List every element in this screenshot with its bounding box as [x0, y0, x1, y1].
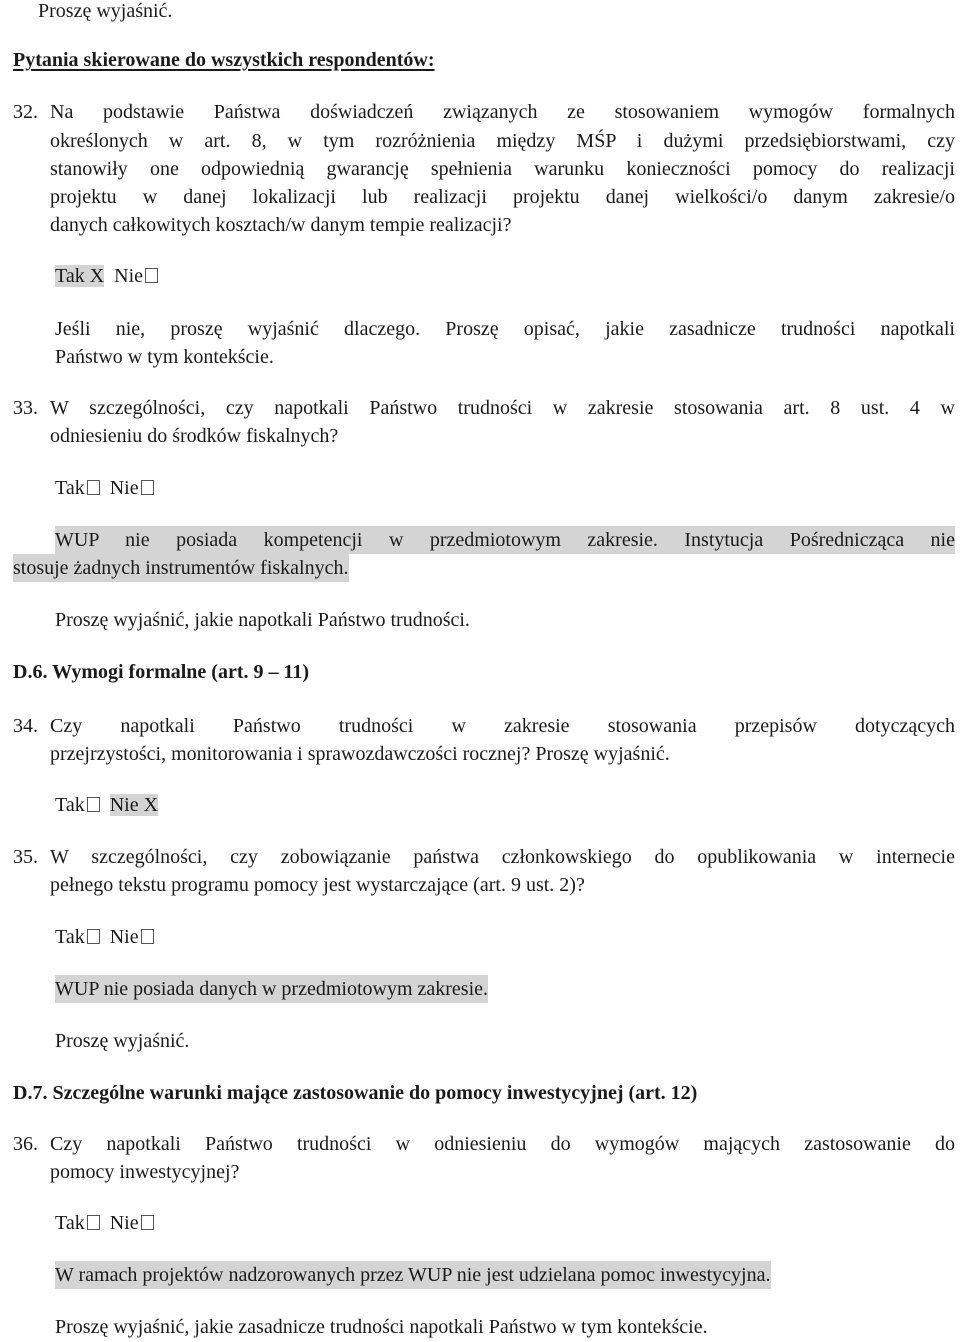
q35-no-option[interactable] — [110, 926, 154, 948]
q32-answer-options — [55, 262, 158, 290]
q36-number: 36. — [13, 1133, 38, 1155]
q35-answer: WUP nie posiada danych w przedmiotowym zakresie. — [55, 975, 488, 1003]
checkbox-icon — [145, 268, 158, 283]
q36-line-2: pomocy inwestycyjnej? — [50, 1161, 240, 1183]
d6-heading: D.6. Wymogi formalne (art. 9 – 11) — [13, 661, 310, 683]
q36-answer-options — [55, 1209, 154, 1237]
q32-line-3: stanowiły one odpowiednią gwarancję spełnienia warunku konieczności pomocy do realizacji — [50, 158, 955, 180]
q36-answer: W ramach projektów nadzorowanych przez WUP nie jest udzielana pomoc inwestycyjna. — [55, 1261, 771, 1289]
q36-yes-label: Tak — [55, 1212, 85, 1234]
q35-answer-options — [55, 923, 154, 951]
q34-line-2: przejrzystości, monitorowania i sprawozdawczości rocznej? Proszę wyjaśnić. — [50, 743, 670, 765]
q33-answer-line-2: stosuje żadnych instrumentów fiskalnych. — [13, 554, 349, 582]
q32-followup-line-2: Państwo w tym kontekście. — [55, 346, 274, 368]
q33-answer-options — [55, 474, 154, 502]
q36-no-label: Nie — [109, 1212, 139, 1234]
q33-no-option[interactable] — [110, 477, 154, 499]
q33-yes-label: Tak — [55, 477, 85, 499]
q32-line-1: Na podstawie Państwa doświadczeń związanych ze stosowaniem wymogów formalnych — [50, 101, 955, 123]
checkbox-icon — [141, 929, 154, 944]
q33-number: 33. — [13, 397, 38, 419]
checkbox-icon — [141, 1215, 154, 1230]
q34-yes-option[interactable] — [55, 794, 100, 816]
q35-yes-option[interactable] — [55, 926, 100, 948]
q35-no-label: Nie — [109, 926, 139, 948]
top-note: Proszę wyjaśnić. — [38, 0, 173, 22]
checkbox-icon — [141, 480, 154, 495]
q34-no-option[interactable]: Nie X — [109, 794, 159, 816]
q32-no-option[interactable] — [114, 265, 158, 287]
q32-no-label: Nie — [114, 265, 144, 287]
q34-answer-options — [55, 791, 158, 819]
q32-line-5: danych całkowitych kosztach/w danym tempie realizacji? — [50, 214, 512, 236]
q33-line-2: odniesieniu do środków fiskalnych? — [50, 425, 339, 447]
section-heading: Pytania skierowane do wszystkich respondentów: — [13, 49, 435, 71]
d7-heading: D.7. Szczególne warunki mające zastosowanie do pomocy inwestycyjnej (art. 12) — [13, 1082, 698, 1104]
q33-no-label: Nie — [109, 477, 139, 499]
q36-line-1: Czy napotkali Państwo trudności w odniesieniu do wymogów mających zastosowanie do — [50, 1133, 955, 1155]
q32-line-4: projektu w danej lokalizacji lub realizacji projektu danej wielkości/o danym zakresie/o — [50, 186, 955, 208]
q32-yes-option[interactable]: Tak X — [55, 265, 105, 287]
q36-no-option[interactable] — [110, 1212, 154, 1234]
q32-followup-line-1: Jeśli nie, proszę wyjaśnić dlaczego. Proszę opisać, jakie zasadnicze trudności napotkali — [55, 318, 955, 340]
q36-prompt: Proszę wyjaśnić, jakie zasadnicze trudności napotkali Państwo w tym kontekście. — [55, 1316, 708, 1338]
q36-yes-option[interactable] — [55, 1212, 100, 1234]
q35-line-1: W szczególności, czy zobowiązanie państwa członkowskiego do opublikowania w internecie — [50, 846, 955, 868]
q34-yes-label: Tak — [55, 794, 85, 816]
q35-line-2: pełnego tekstu programu pomocy jest wystarczające (art. 9 ust. 2)? — [50, 874, 585, 896]
q33-yes-option[interactable] — [55, 477, 100, 499]
q34-line-1: Czy napotkali Państwo trudności w zakresie stosowania przepisów dotyczących — [50, 715, 955, 737]
q33-line-1: W szczególności, czy napotkali Państwo trudności w zakresie stosowania art. 8 ust. 4 w — [50, 397, 955, 419]
checkbox-icon — [87, 480, 100, 495]
checkbox-icon — [87, 929, 100, 944]
q35-number: 35. — [13, 846, 38, 868]
q35-yes-label: Tak — [55, 926, 85, 948]
q35-prompt: Proszę wyjaśnić. — [55, 1030, 190, 1052]
q33-prompt: Proszę wyjaśnić, jakie napotkali Państwo trudności. — [55, 609, 470, 631]
q33-answer-line-1: WUP nie posiada kompetencji w przedmiotowym zakresie. Instytucja Pośrednicząca nie — [55, 529, 955, 551]
q34-number: 34. — [13, 715, 38, 737]
q32-number: 32. — [13, 101, 38, 123]
checkbox-icon — [87, 797, 100, 812]
q32-line-2: określonych w art. 8, w tym rozróżnienia między MŚP i dużymi przedsiębiorstwami, czy — [50, 130, 955, 152]
checkbox-icon — [87, 1215, 100, 1230]
